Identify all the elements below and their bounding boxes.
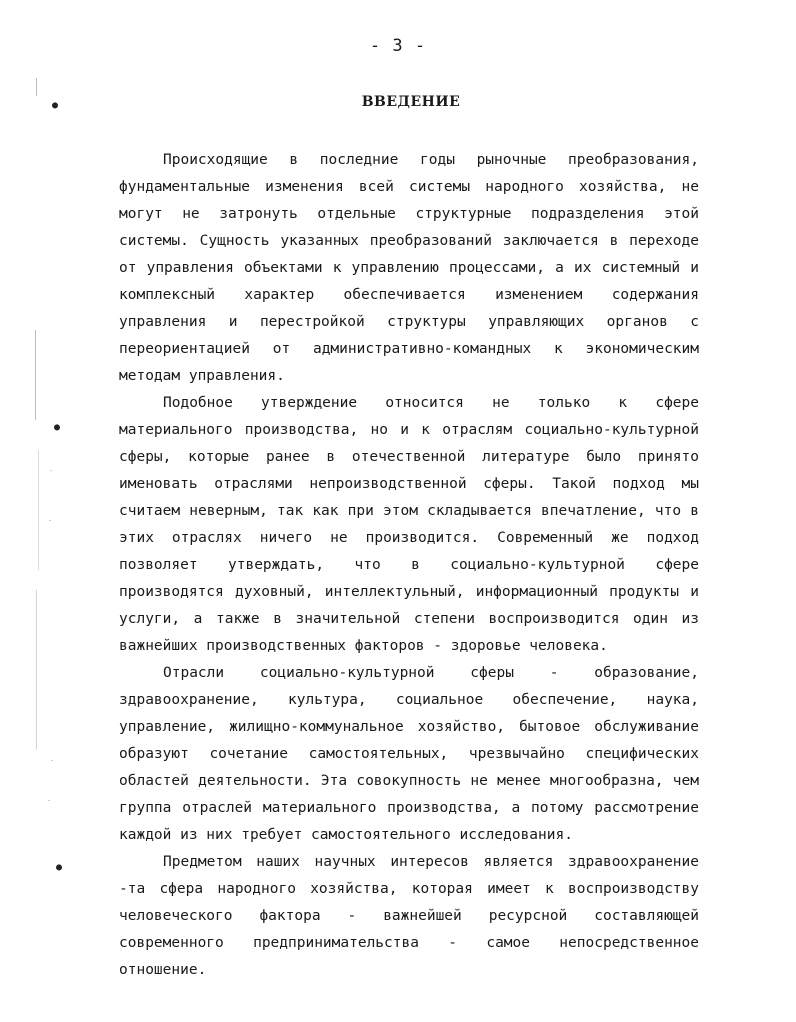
margin-bullet-icon: ● <box>52 100 59 111</box>
margin-bullet-icon: ● <box>56 862 63 873</box>
margin-speck <box>51 760 53 761</box>
paragraph: Подобное утверждение относится не только к сфере материального производства, но и к отраслям социально-культурной сферы, которые ранее в отечественной литературе было принято именовать отраслями непроизводственной сферы. Такой подход мы считаем неверным, так как при этом складывается впечатление, что в этих отраслях ничего не производится. Современный же подход позволяет утверждать, что в социально-культурной сфере производятся духовный, интеллектульный, информационный продукты и услуги, а также в значительной степени воспроизводится один из важнейших производственных факторов - здоровье человека. <box>119 395 699 654</box>
paragraph: Отрасли социально-культурной сферы - образование, здравоохранение, культура, социальное обеспечение, наука, управление, жилищно-коммунальное хозяйство, бытовое обслуживание образуют сочетание самостоятельных, чрезвычайно специфических областей деятельности. Эта совокупность не менее многообразна, чем группа отраслей материального производства, а потому рассмотрение каждой из них требует самостоятельного исследования. <box>119 665 699 843</box>
paragraph: Предметом наших научных интересов является здравоохранение -та сфера народного хозяйства, которая имеет к воспроизводству человеческого фактора - важнейшей ресурсной составляющей современного предпринимательства - самое непосредственное отношение. <box>119 854 699 978</box>
margin-speck <box>50 470 52 471</box>
margin-speck <box>49 520 51 521</box>
margin-bullet-icon: ● <box>54 422 61 433</box>
paragraph: Происходящие в последние годы рыночные преобразования, фундаментальные изменения всей системы народного хозяйства, не могут не затронуть отдельные структурные подразделения этой системы. Сущность указанных преобразований заключается в переходе от управления объектами к управлению процессами, а их системный и комплексный характер обеспечивается изменением содержания управления и перестройкой структуры управляющих органов с переориентацией от административно-командных к экономическим методам управления. <box>119 152 699 384</box>
margin-scan-line <box>36 590 37 750</box>
page-title: ВВЕДЕНИЕ <box>361 94 461 110</box>
margin-speck <box>48 800 50 801</box>
margin-scan-line <box>38 450 39 570</box>
margin-scan-line <box>35 330 36 420</box>
body-text <box>119 147 699 984</box>
page-number: - 3 - <box>369 36 427 56</box>
